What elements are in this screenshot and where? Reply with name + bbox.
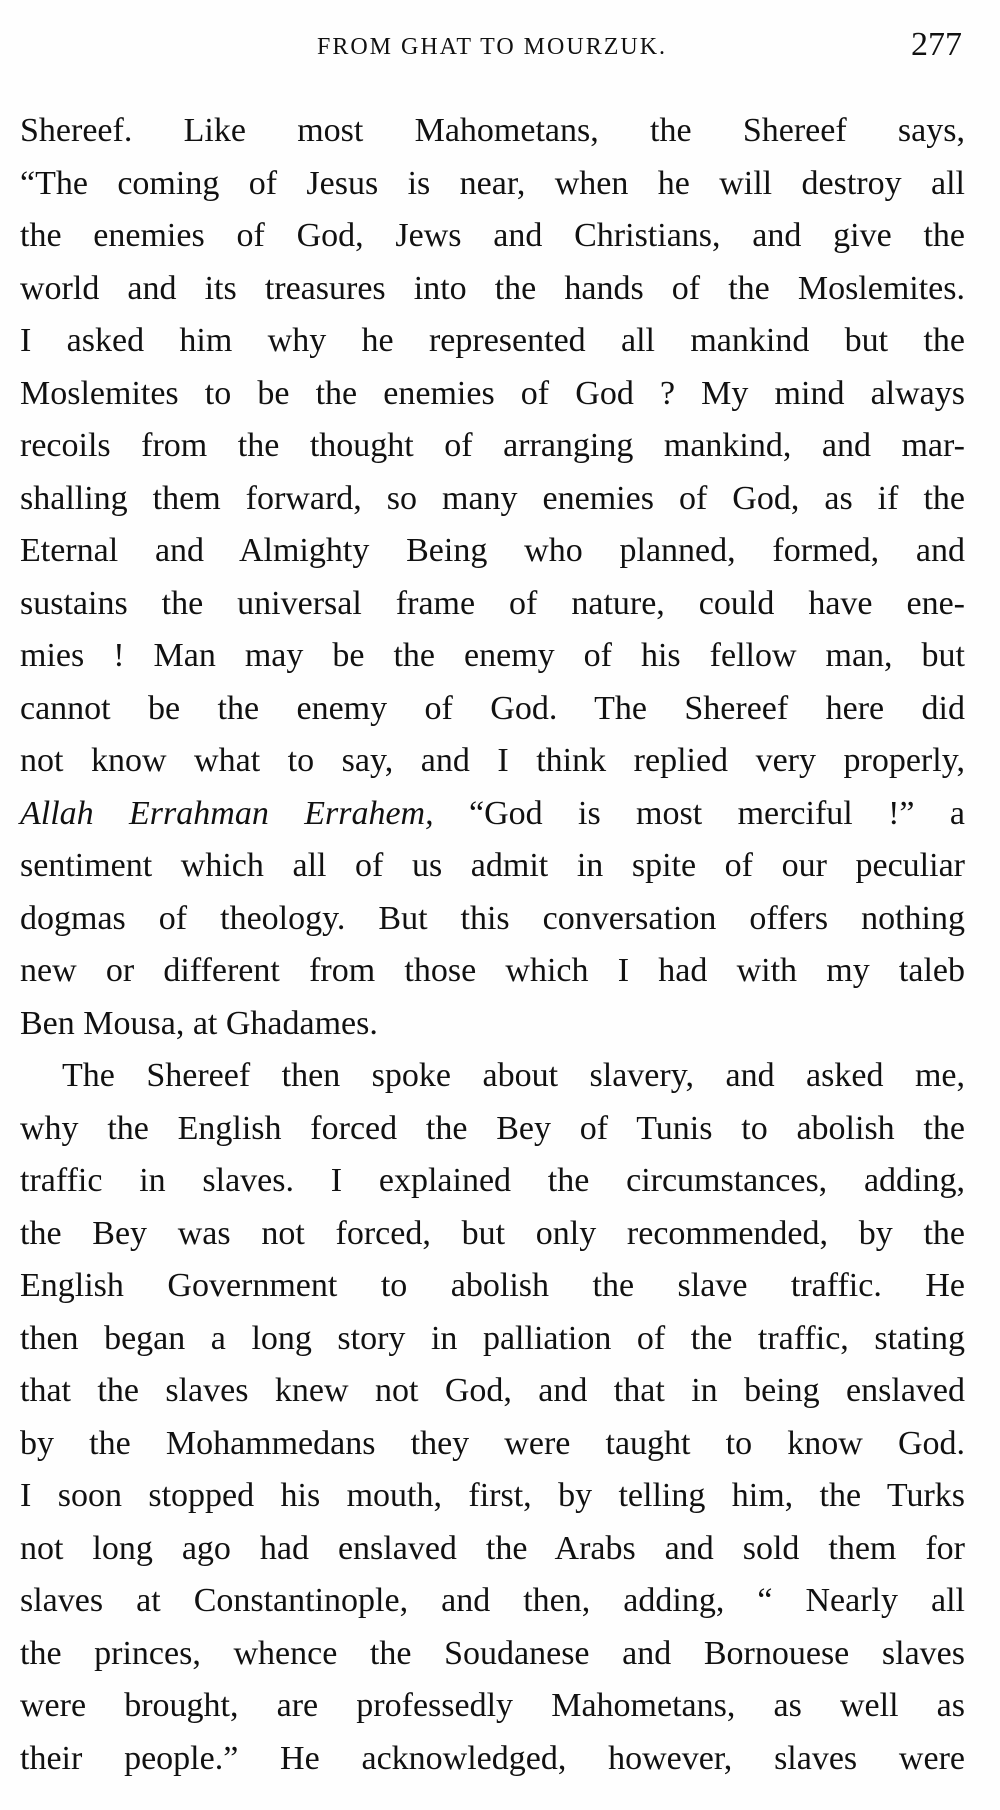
text-line: cannot be the enemy of God. The Shereef here did	[20, 689, 965, 727]
text-line: by the Mohammedans they were taught to know God.	[20, 1424, 965, 1462]
text-line: English Government to abolish the slave traffic. He	[20, 1267, 965, 1304]
text-line: not long ago had enslaved the Arabs and sold them for	[20, 1529, 965, 1567]
page-number: 277	[911, 26, 962, 63]
text-line: Shereef. Like most Mahometans, the Shereef says,	[20, 112, 965, 149]
text-line: Eternal and Almighty Being who planned, formed, and	[20, 532, 965, 569]
text-line: sustains the universal frame of nature, could have ene-	[20, 584, 965, 622]
text-line: world and its treasures into the hands of the Moslemites.	[20, 269, 965, 307]
text-line: I soon stopped his mouth, first, by telling him, the Turks	[20, 1477, 965, 1514]
text-line: mies ! Man may be the enemy of his fellow man, but	[20, 637, 965, 674]
body-text	[20, 105, 965, 1785]
text-line: the enemies of God, Jews and Christians, and give the	[20, 217, 965, 254]
text-line: sentiment which all of us admit in spite of our peculiar	[20, 847, 965, 884]
text-line: shalling them forward, so many enemies of God, as if the	[20, 479, 965, 517]
text-line: I asked him why he represented all mankind but the	[20, 322, 965, 359]
text-line: slaves at Constantinople, and then, adding, “ Nearly all	[20, 1582, 965, 1619]
text-line: new or different from those which I had with my taleb	[20, 952, 965, 989]
text-line	[20, 788, 965, 841]
text-line: not know what to say, and I think replied very properly,	[20, 742, 965, 779]
text-line: the Bey was not forced, but only recommended, by the	[20, 1214, 965, 1252]
paragraph-start-line: The Shereef then spoke about slavery, and asked me,	[62, 1057, 965, 1094]
text-line: the princes, whence the Soudanese and Bornouese slaves	[20, 1634, 965, 1672]
text-line: their people.” He acknowledged, however, slaves were	[20, 1739, 965, 1777]
text-line: Moslemites to be the enemies of God ? My mind always	[20, 374, 965, 412]
text-line-rest: “God is most merciful !” a	[433, 794, 965, 832]
text-line: recoils from the thought of arranging mankind, and mar-	[20, 427, 965, 464]
text-line: then began a long story in palliation of the traffic, stating	[20, 1319, 965, 1357]
running-head	[22, 26, 962, 70]
running-title: FROM GHAT TO MOURZUK.	[316, 34, 668, 60]
text-line: traffic in slaves. I explained the circumstances, adding,	[20, 1162, 965, 1199]
text-line: were brought, are professedly Mahometans, as well as	[20, 1687, 965, 1724]
italic-phrase: Allah Errahman Errahem,	[20, 794, 434, 832]
text-line: why the English forced the Bey of Tunis to abolish the	[20, 1109, 965, 1147]
text-line: dogmas of theology. But this conversation offers nothing	[20, 899, 965, 937]
text-line: “The coming of Jesus is near, when he will destroy all	[20, 164, 965, 202]
paragraph-end-line: Ben Mousa, at Ghadames.	[20, 1004, 378, 1042]
text-line: that the slaves knew not God, and that in being enslaved	[20, 1372, 965, 1409]
